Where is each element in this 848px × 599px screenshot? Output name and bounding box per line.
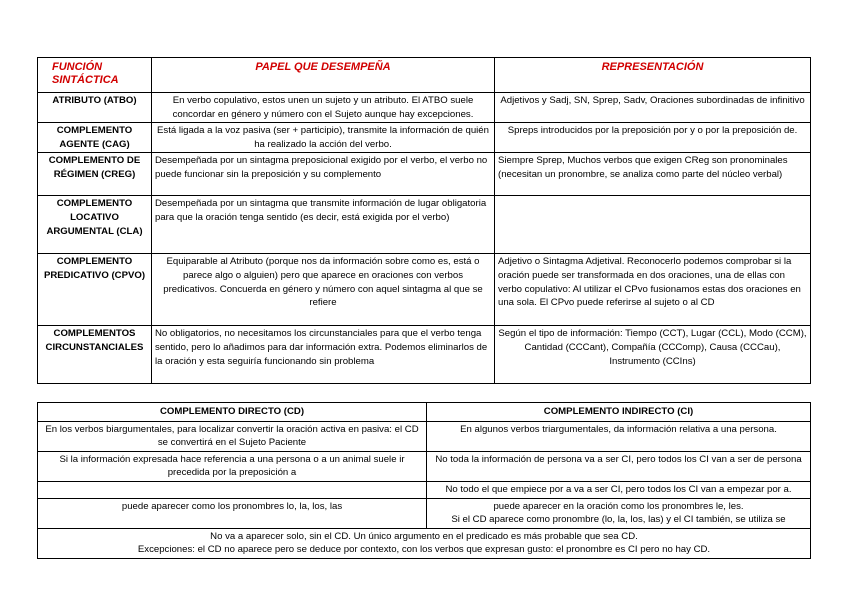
table-row <box>38 254 811 326</box>
table-row <box>38 196 811 254</box>
header-funcion: FUNCIÓN SINTÁCTICA <box>38 58 152 93</box>
funcion-cell: COMPLEMENTO AGENTE (CAG) <box>38 123 152 153</box>
funcion-cell: COMPLEMENTOS CIRCUNSTANCIALES <box>38 326 152 384</box>
cd-cell: En los verbos biargumentales, para localizar convertir la oración activa en pasiva: el CD se convertirá en el Sujeto Paciente <box>38 421 427 451</box>
syntactic-functions-table <box>37 57 811 384</box>
cd-cell: puede aparecer como los pronombres lo, la, los, las <box>38 498 427 528</box>
ci-cell: No todo el que empiece por a va a ser CI, pero todos los CI van a empezar por a. <box>427 481 811 498</box>
table-row <box>38 153 811 196</box>
ci-cell <box>427 498 811 528</box>
papel-cell: Desempeñada por un sintagma que transmite información de lugar obligatoria para que la oración tenga sentido (es decir, está exigida por el verbo) <box>152 196 495 254</box>
footer-line: Excepciones: el CD no aparece pero se deduce por contexto, con los verbos que expresan gusto: el pronombre es CI pero no hay CD. <box>137 544 711 556</box>
funcion-cell: COMPLEMENTO DE RÉGIMEN (CREG) <box>38 153 152 196</box>
header-cd: COMPLEMENTO DIRECTO (CD) <box>38 403 427 422</box>
papel-cell: Está ligada a la voz pasiva (ser + participio), transmite la información de quién ha realizado la acción del verbo. <box>152 123 495 153</box>
footer-cell <box>38 528 811 558</box>
header-papel: PAPEL QUE DESEMPEÑA <box>152 58 495 93</box>
funcion-cell: COMPLEMENTO PREDICATIVO (CPVO) <box>38 254 152 326</box>
funcion-cell: ATRIBUTO (ATBO) <box>38 93 152 123</box>
table-row <box>38 421 811 451</box>
cd-cell <box>38 481 427 498</box>
representacion-cell: Según el tipo de información: Tiempo (CCT), Lugar (CCL), Modo (CCM), Cantidad (CCCant), Compañía (CCComp), Causa (CCCau), Instrumento (CCIns) <box>495 326 811 384</box>
table-header-row <box>38 403 811 422</box>
table-row <box>38 498 811 528</box>
cd-ci-comparison-table <box>37 402 811 559</box>
ci-cell: No toda la información de persona va a ser CI, pero todos los CI van a ser de persona <box>427 451 811 481</box>
representacion-cell: Spreps introducidos por la preposición por y o por la preposición de. <box>495 123 811 153</box>
papel-cell: Desempeñada por un sintagma preposicional exigido por el verbo, el verbo no puede funcionar sin la preposición y su complemento <box>152 153 495 196</box>
table-row <box>38 481 811 498</box>
table-row <box>38 326 811 384</box>
representacion-cell: Siempre Sprep, Muchos verbos que exigen CReg son pronominales (necesitan un pronombre, se analiza como parte del núcleo verbal) <box>495 153 811 196</box>
representacion-cell <box>495 196 811 254</box>
table-header-row <box>38 58 811 93</box>
ci-line: Si el CD aparece como pronombre (lo, la, los, las) y el CI también, se utiliza se <box>451 514 786 526</box>
table-row <box>38 123 811 153</box>
header-ci: COMPLEMENTO INDIRECTO (CI) <box>427 403 811 422</box>
representacion-cell: Adjetivos y Sadj, SN, Sprep, Sadv, Oraciones subordinadas de infinitivo <box>495 93 811 123</box>
table-row <box>38 93 811 123</box>
papel-cell: No obligatorios, no necesitamos los circunstanciales para que el verbo tenga sentido, pero lo añadimos para dar información extra. Podemos eliminarlos de la oración y esta seguiría funcionando sin problema <box>152 326 495 384</box>
ci-line: puede aparecer en la oración como los pronombres le, les. <box>493 500 744 512</box>
header-representacion: REPRESENTACIÓN <box>495 58 811 93</box>
table-footer-row <box>38 528 811 558</box>
table-row <box>38 451 811 481</box>
representacion-cell: Adjetivo o Sintagma Adjetival. Reconocerlo podemos comprobar si la oración puede ser transformada en dos oraciones, una de ellas con verbo copulativo: Al utilizar el CPvo fusionamos estas dos oraciones en una sola. El CPvo puede referirse al sujeto o al CD <box>495 254 811 326</box>
funcion-cell: COMPLEMENTO LOCATIVO ARGUMENTAL (CLA) <box>38 196 152 254</box>
cd-cell: Si la información expresada hace referencia a una persona o a un animal suele ir precedida por la preposición a <box>38 451 427 481</box>
footer-line: No va a aparecer solo, sin el CD. Un único argumento en el predicado es más probable que sea CD. <box>210 530 638 542</box>
ci-cell: En algunos verbos triargumentales, da información relativa a una persona. <box>427 421 811 451</box>
papel-cell: En verbo copulativo, estos unen un sujeto y un atributo. El ATBO suele concordar en género y número con el Sujeto aunque hay excepciones. <box>152 93 495 123</box>
papel-cell: Equiparable al Atributo (porque nos da información sobre como es, está o parece algo o alguien) pero que aparece en oraciones con verbos predicativos. Concuerda en género y número con aquel sintagma al que se refiere <box>152 254 495 326</box>
